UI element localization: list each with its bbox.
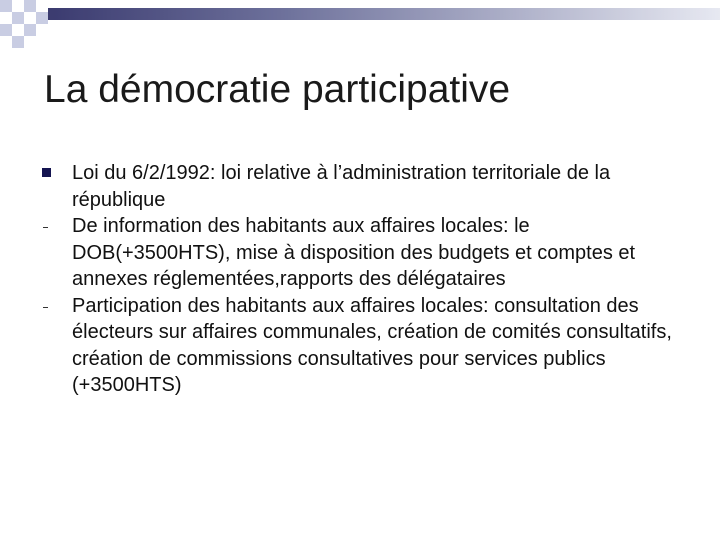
- bullet-item: [40, 213, 690, 293]
- dash-bullet-icon: [40, 293, 60, 320]
- header-decoration: [0, 0, 720, 52]
- bullet-text: Loi du 6/2/1992: loi relative à l’administration territoriale de la république: [72, 162, 611, 211]
- square-bullet-icon: [40, 160, 60, 187]
- bullet-text: Participation des habitants aux affaires locales: consultation des électeurs sur affaires communales, création de comités consultatifs, création de commissions consultatives pour services publics (+3500HTS): [72, 294, 672, 396]
- bullet-list: [40, 160, 690, 399]
- bullet-item: [40, 293, 690, 399]
- slide-title: La démocratie participative: [44, 68, 511, 111]
- bullet-item: [40, 160, 690, 213]
- dash-bullet-icon: [40, 213, 60, 240]
- bullet-text: De information des habitants aux affaires locales: le DOB(+3500HTS), mise à disposition des budgets et comptes et annexes réglementées,rapports des délégataires: [72, 215, 636, 290]
